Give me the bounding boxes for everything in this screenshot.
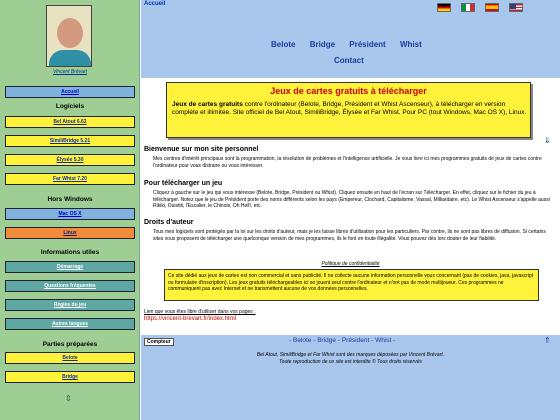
- section-text-download: Cliquez à gauche sur le jeu qui vous intéresse (Belote, Bridge, Président ou Whist). Cliquez ensuite en haut de l'écran sur Télécharger. En effet, cliquez sur le fichier du jeu à télécharger. Notez que le jeu de Président porte des noms différents selon les pays (Empereur, Clochard, Capitalisme, Vassal, Milliardaire, etc). Le Whist Ascenseur s'appelle aussi Rikiki, Ouistiti, l'Escalier, le Chinois, Oh Hell!, etc.: [153, 190, 550, 209]
- trademark-line-1: Bel Atout, SimiliBridge et Far Whist sont des marques déposées par Vincent Brévart.: [256, 352, 445, 358]
- bottom-nav: [289, 337, 395, 344]
- sidebar-item-demarrage[interactable]: Démarrage: [5, 261, 135, 273]
- nav-contact[interactable]: Contact: [334, 56, 364, 65]
- sidebar-item-autres-langues[interactable]: Autres langues: [5, 318, 135, 330]
- portrait-caption[interactable]: Vincent Brévart: [52, 69, 88, 75]
- download-arrow-icon[interactable]: ⇓: [544, 136, 551, 145]
- headline-bold-lead: Jeux de cartes gratuits: [172, 101, 243, 108]
- headline-title: Jeux de cartes gratuits à télécharger: [270, 86, 427, 96]
- sidebar-heading-hors-windows: Hors Windows: [47, 196, 93, 203]
- sidebar-item-regles-du-jeu[interactable]: Règles du jeu: [5, 299, 135, 311]
- bottom-nav-belote[interactable]: Belote: [292, 337, 312, 344]
- bottom-nav-sep: -: [289, 337, 293, 344]
- counter-badge: Compteur: [144, 338, 174, 346]
- section-title-welcome: Bienvenue sur mon site personnel: [144, 146, 259, 153]
- section-title-download: Pour télécharger un jeu: [144, 180, 223, 187]
- sidebar-item-questions-frequentes[interactable]: Questions fréquentes: [5, 280, 135, 292]
- trademark-line-2: Toute reproduction de ce site est interdite © Tous droits réservés: [279, 358, 422, 365]
- portrait-shirt: [49, 50, 91, 67]
- sidebar-item-bridge[interactable]: Bridge: [5, 371, 135, 383]
- section-text-copyright: Tous mes logiciels sont protégés par la loi sur les droits d'auteur, mais je les laisse libres d'utilisation pour les particuliers. Par contre, ils ne sont pas libres de diffusion. Si certains sites vous proposent de télécharger une quelconque version de mes programmes, ils le font en toute illégalité. Vous pouvez dès lors douter de leur fiabilité.: [153, 229, 546, 242]
- section-title-copyright: Droits d'auteur: [144, 219, 194, 226]
- sidebar-item-linux[interactable]: Linux: [5, 227, 135, 239]
- site-link-url[interactable]: https://vincent-brevart.fr/index.html: [144, 316, 237, 322]
- nav-president[interactable]: Président: [349, 40, 386, 49]
- nav-belote[interactable]: Belote: [271, 40, 296, 49]
- home-link[interactable]: Accueil: [144, 1, 166, 7]
- flag-english-icon[interactable]: [509, 3, 523, 12]
- sidebar-item-far-whist[interactable]: Far Whist 7.20: [5, 173, 135, 185]
- sidebar-heading-informations-utiles: Informations utiles: [40, 249, 100, 256]
- privacy-title: Politique de confidentialité: [321, 261, 380, 267]
- portrait-face: [57, 18, 83, 48]
- sidebar-item-similibridge[interactable]: SimiliBridge 5.21: [5, 135, 135, 147]
- headline-box: [166, 82, 531, 138]
- flag-spanish-icon[interactable]: [485, 3, 499, 12]
- sidebar: [0, 0, 140, 420]
- flag-canton: [510, 4, 516, 9]
- privacy-box: Ce site dédié aux jeux de cartes est non commercial et sans publicité. Il ne collecte aucune information personnelle vous concernant (pas de cookies, java, javascript ou formulaire d'inscription). Les jeux gratuits téléchargeables ici se jouent seul contre l'ordinateur et n'ont pas de mode multijoueur. Ces programmes ne communiquent pas avec Internet et ne transmettent aucune de vos données personnelles.: [164, 269, 539, 301]
- bottom-nav-sep: -: [393, 337, 396, 344]
- headline-text: [172, 101, 527, 117]
- nav-bridge[interactable]: Bridge: [309, 40, 336, 49]
- sidebar-item-elysee[interactable]: Élysée 5.30: [5, 154, 135, 166]
- nav-whist[interactable]: Whist: [399, 40, 422, 49]
- sidebar-item-bel-atout[interactable]: Bel Atout 6.62: [5, 116, 135, 128]
- bottom-nav-sep: -: [371, 337, 376, 344]
- bottom-nav-sep: -: [337, 337, 342, 344]
- sidebar-item-mac-os-x[interactable]: Mac OS X: [5, 208, 135, 220]
- bottom-nav-bridge[interactable]: Bridge: [317, 337, 337, 344]
- headline-body: contre l'ordinateur (Belote, Bridge, Président et Whist Ascenseur), à télécharger en version complète et illimitée. Site officiel de Bel Atout, SimiliBridge, Élysée et Far Whist. Pour PC (tout Windows, Mac OS X), Linux.: [172, 101, 527, 116]
- flag-italian-icon[interactable]: [461, 3, 475, 12]
- bottom-bar: [141, 335, 560, 420]
- section-text-welcome: Mes centres d'intérêt principaux sont la programmation, la résolution de problèmes et l'intelligence artificielle. Je vous livre ici mes programmes gratuits de jeux de cartes contre l'ordinateur pour vous distraire ou vous intéresser.: [153, 156, 542, 169]
- sidebar-heading-logiciels: Logiciels: [55, 103, 85, 110]
- bottom-nav-president[interactable]: Président: [341, 337, 370, 344]
- top-navigation: [141, 0, 560, 78]
- main-nav: [271, 40, 434, 49]
- main-content: [141, 78, 560, 335]
- sidebar-home-button[interactable]: Accueil: [5, 86, 135, 98]
- back-to-top-icon[interactable]: ⇑: [544, 336, 551, 345]
- author-portrait: [46, 5, 92, 67]
- link-caption: Lien que vous êtes libre d'utiliser dans vos pages :: [144, 309, 256, 315]
- sidebar-heading-parties-preparees: Parties préparées: [42, 341, 98, 348]
- sidebar-item-belote[interactable]: Belote: [5, 352, 135, 364]
- flag-german-icon[interactable]: [437, 3, 451, 12]
- scroll-arrows-icon[interactable]: ⇳: [65, 394, 72, 403]
- bottom-nav-whist[interactable]: Whist: [375, 337, 392, 344]
- bottom-nav-sep: -: [313, 337, 318, 344]
- trademark-notice: [141, 352, 560, 365]
